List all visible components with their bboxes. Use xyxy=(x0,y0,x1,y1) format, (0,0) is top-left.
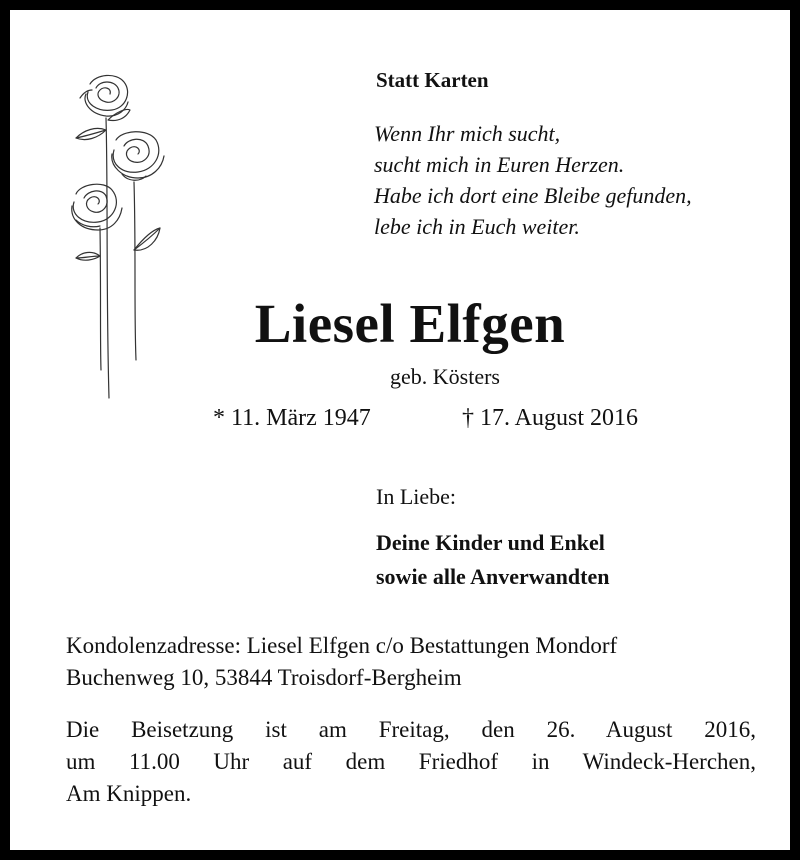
address-line: Buchenweg 10, 53844 Troisdorf-Bergheim xyxy=(66,665,462,690)
address-line: Kondolenzadresse: Liesel Elfgen c/o Bestattungen Mondorf xyxy=(66,633,618,658)
family-line: sowie alle Anverwandten xyxy=(376,564,610,589)
heading-statt-karten: Statt Karten xyxy=(376,68,489,92)
funeral-info xyxy=(66,714,756,810)
funeral-line: Am Knippen. xyxy=(66,781,192,806)
deceased-name: Liesel Elfgen xyxy=(254,293,566,354)
condolence-address xyxy=(66,630,617,694)
family-line: Deine Kinder und Enkel xyxy=(376,530,605,555)
funeral-line: Die Beisetzung ist am Freitag, den 26. August 2016, xyxy=(66,717,756,742)
poem-line: Wenn Ihr mich sucht, xyxy=(374,121,561,146)
birth-date: * 11. März 1947 xyxy=(213,405,371,431)
poem-line: sucht mich in Euren Herzen. xyxy=(374,152,625,177)
poem-line: Habe ich dort eine Bleibe gefunden, xyxy=(374,183,692,208)
with-love-label: In Liebe: xyxy=(376,484,457,509)
death-date: † 17. August 2016 xyxy=(462,405,639,431)
maiden-name: geb. Kösters xyxy=(390,364,500,389)
poem-line: lebe ich in Euch weiter. xyxy=(374,214,580,239)
poem xyxy=(374,118,692,242)
funeral-line: um 11.00 Uhr auf dem Friedhof in Windeck-Herchen, xyxy=(66,749,756,774)
family-signature xyxy=(376,526,609,594)
